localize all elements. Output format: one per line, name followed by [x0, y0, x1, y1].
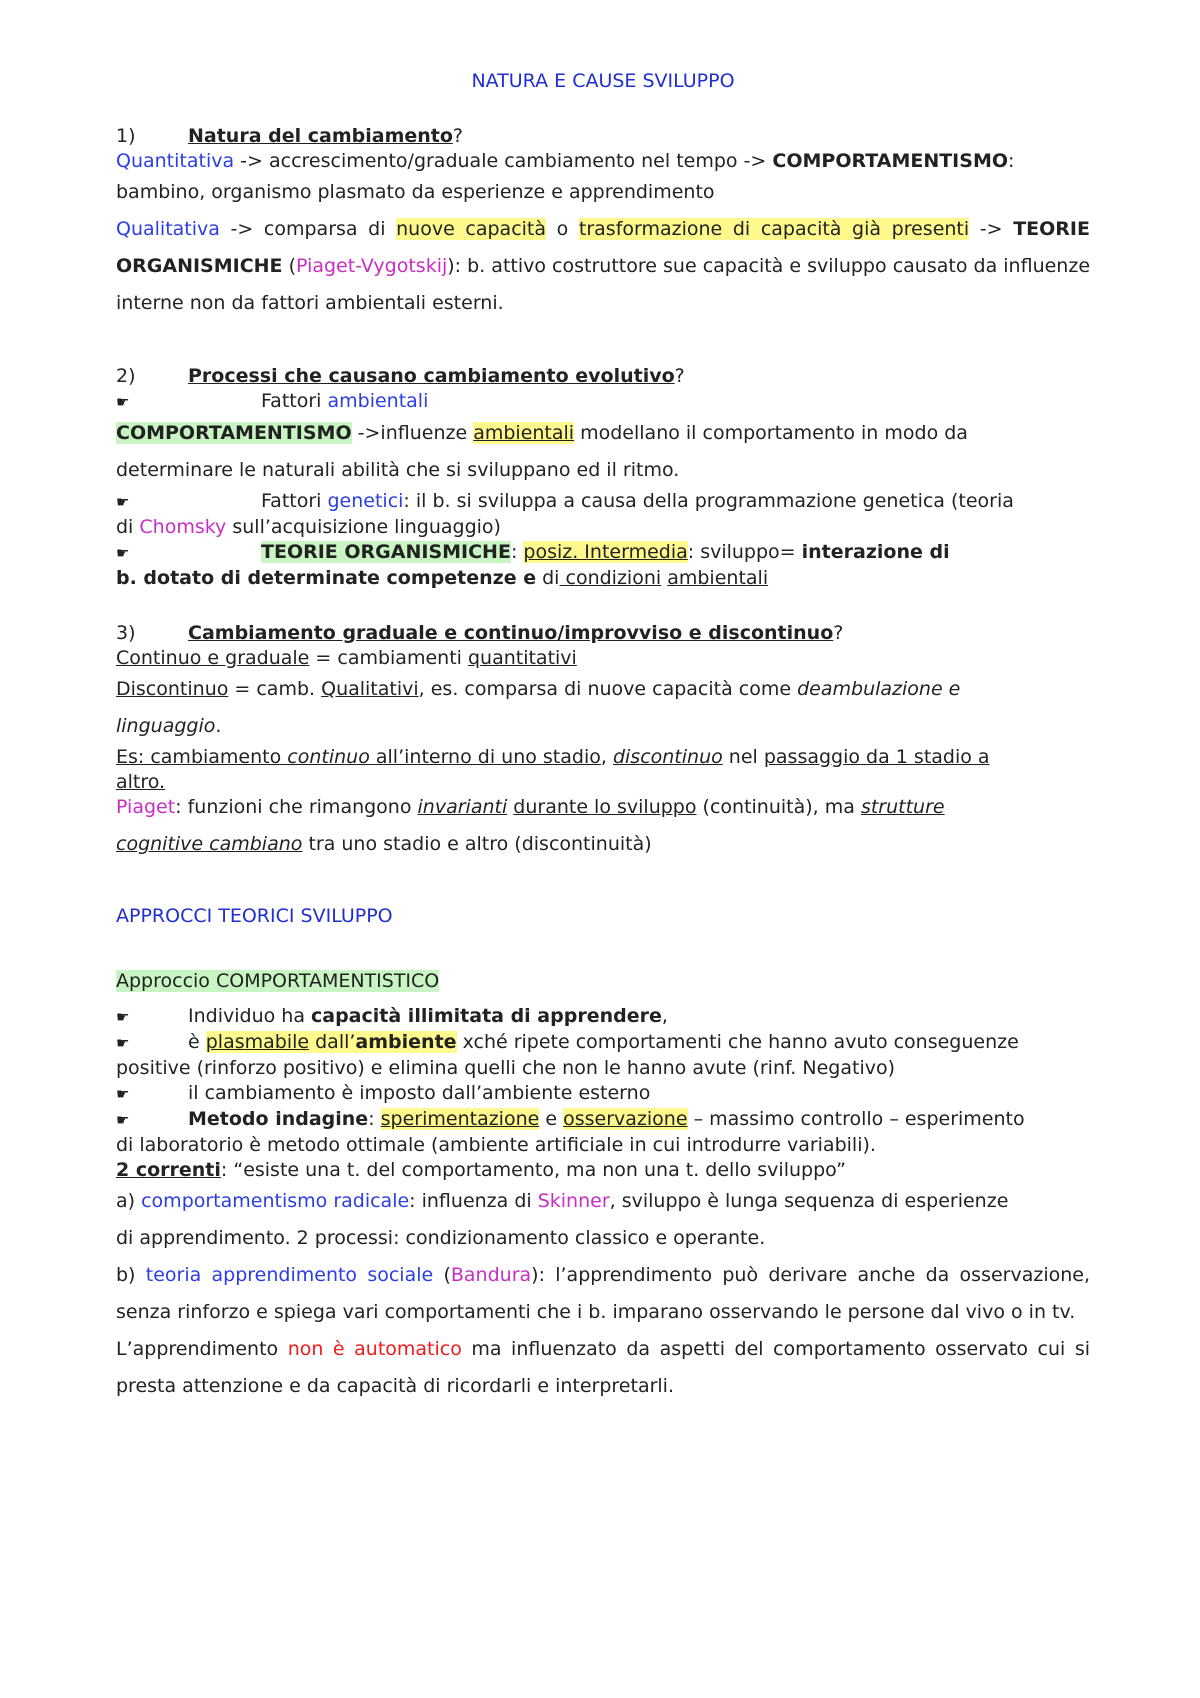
paragraph: Piaget: funzioni che rimangono invarianti durante lo sviluppo (continuità), ma strutture cognitive cambiano tra uno stadio e altro (discontinuità) — [116, 796, 945, 855]
section-heading-text: Cambiamento graduale e continuo/improvviso e discontinuo — [188, 622, 834, 644]
paragraph: Quantitativa -> accrescimento/graduale cambiamento nel tempo -> COMPORTAMENTISMO: — [116, 150, 1015, 172]
highlight: ambientali — [473, 422, 575, 444]
section-heading-text: Natura del cambiamento — [188, 125, 453, 147]
paragraph: bambino, organismo plasmato da esperienze e apprendimento — [116, 181, 715, 203]
hand-pointer-icon: ☛ — [116, 544, 130, 562]
paragraph: a) comportamentismo radicale: influenza di Skinner, sviluppo è lunga sequenza di esperienze di apprendimento. 2 processi: condizionamento classico e operante. — [116, 1190, 1009, 1249]
section-1-heading: 1) Natura del cambiamento? — [116, 125, 464, 147]
highlight: plasmabile — [205, 1031, 310, 1053]
list-item: ☛ Individuo ha capacità illimitata di apprendere, — [116, 1004, 1090, 1030]
document-title: NATURA E CAUSE SVILUPPO — [471, 70, 735, 92]
paragraph: COMPORTAMENTISMO ->influenze ambientali modellano il comportamento in modo da determinare le naturali abilità che si sviluppano ed il ritmo. — [116, 422, 968, 481]
paragraph: Continuo e graduale = cambiamenti quantitativi — [116, 647, 577, 669]
name-piaget: Piaget — [116, 796, 176, 818]
term-non-automatico: non è automatico — [287, 1338, 462, 1360]
hand-pointer-icon: ☛ — [116, 393, 130, 411]
list-item: ☛ Metodo indagine: sperimentazione e osservazione – massimo controllo – esperimento di laboratorio è metodo ottimale (ambiente artificiale in cui introdurre variabili). — [116, 1108, 1025, 1156]
paragraph: b) teoria apprendimento sociale (Bandura): l’apprendimento può derivare anche da osservazione, senza rinforzo e spiega vari comportamenti che i b. imparano osservando le persone dal vivo o in tv. — [116, 1264, 1091, 1323]
list-item: ☛ il cambiamento è imposto dall’ambiente esterno — [116, 1081, 1090, 1107]
highlight: posiz. Intermedia — [523, 541, 688, 563]
term-teoria-apprendimento-sociale: teoria apprendimento sociale — [145, 1264, 434, 1286]
names-piaget-vygotskij: Piaget-Vygotskij — [296, 255, 448, 277]
highlight: sperimentazione — [380, 1108, 540, 1130]
approcci-title: APPROCCI TEORICI SVILUPPO — [116, 905, 393, 927]
section-heading-text: Processi che causano cambiamento evolutivo — [188, 365, 675, 387]
list-item: ☛ è plasmabile dall’ambiente xché ripete comportamenti che hanno avuto conseguenze positive (rinforzo positivo) e elimina quelli che non le hanno avute (rinf. Negativo) — [116, 1031, 1019, 1079]
paragraph: Qualitativa -> comparsa di nuove capacità o trasformazione di capacità già presenti -> TEORIE ORGANISMICHE (Piaget-Vygotskij): b. attivo costruttore sue capacità e sviluppo causato da influenze interne non da fattori ambientali esterni. — [116, 218, 1091, 314]
paragraph: Es: cambiamento continuo all’interno di uno stadio, discontinuo nel passaggio da 1 stadio a altro. — [116, 746, 990, 793]
hand-pointer-icon: ☛ — [116, 1008, 130, 1026]
highlight: trasformazione di capacità già presenti — [578, 218, 970, 240]
hand-pointer-icon: ☛ — [116, 1111, 130, 1129]
section-2-heading: 2) Processi che causano cambiamento evolutivo? — [116, 365, 685, 387]
term-comportamentismo-radicale: comportamentismo radicale — [141, 1190, 410, 1212]
section-3-heading: 3) Cambiamento graduale e continuo/improvviso e discontinuo? — [116, 622, 844, 644]
approach-heading: Approccio COMPORTAMENTISTICO — [116, 970, 440, 992]
hand-pointer-icon: ☛ — [116, 1085, 130, 1103]
paragraph: Discontinuo = camb. Qualitativi, es. comparsa di nuove capacità come deambulazione e linguaggio. — [116, 678, 961, 737]
paragraph: 2 correnti: “esiste una t. del comportamento, ma non una t. dello sviluppo” — [116, 1159, 846, 1181]
list-item: ☛ Fattori genetici: il b. si sviluppa a causa della programmazione genetica (teoria di Chomsky sull’acquisizione linguaggio) — [116, 490, 1014, 538]
highlight: nuove capacità — [396, 218, 547, 240]
highlight: osservazione — [563, 1108, 688, 1130]
list-item: ☛ Fattori ambientali — [116, 389, 1090, 415]
term-qualitativa: Qualitativa — [116, 218, 220, 240]
name-skinner: Skinner — [537, 1190, 610, 1212]
highlight: COMPORTAMENTISMO — [116, 422, 352, 444]
term-quantitativa: Quantitativa — [116, 150, 235, 172]
hand-pointer-icon: ☛ — [116, 1034, 130, 1052]
hand-pointer-icon: ☛ — [116, 493, 130, 511]
name-bandura: Bandura — [450, 1264, 532, 1286]
name-chomsky: Chomsky — [139, 516, 227, 538]
paragraph: L’apprendimento non è automatico ma influenzato da aspetti del comportamento osservato cui si presta attenzione e da capacità di ricordarli e interpretarli. — [116, 1338, 1090, 1397]
list-item: ☛ TEORIE ORGANISMICHE: posiz. Intermedia: sviluppo= interazione di b. dotato di determinate competenze e di condizioni ambientali — [116, 541, 950, 589]
highlight: TEORIE ORGANISMICHE — [261, 541, 511, 563]
